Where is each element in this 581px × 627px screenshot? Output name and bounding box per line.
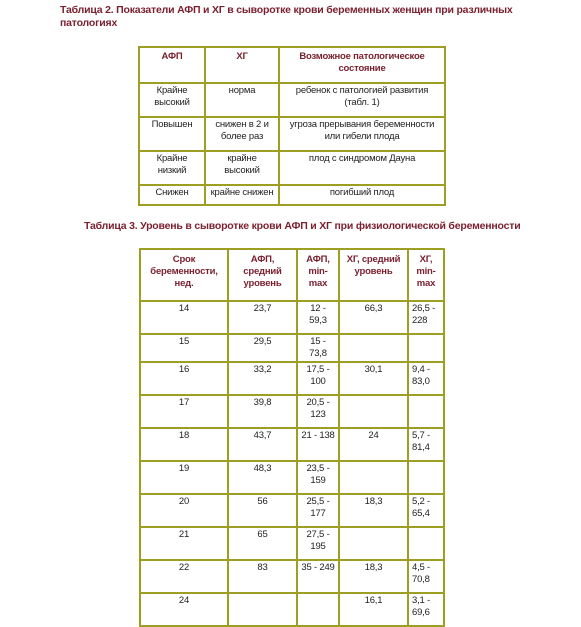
table-cell: 16 — [140, 362, 228, 395]
table-cell: снижен в 2 и более раз — [205, 117, 279, 151]
table-cell: 83 — [228, 560, 297, 593]
table-row — [140, 395, 444, 428]
table-cell: 22 — [140, 560, 228, 593]
table-cell: плод с синдромом Дауна — [279, 151, 445, 185]
table-row — [140, 494, 444, 527]
table-cell: Повышен — [139, 117, 205, 151]
table-cell: 25,5 - 177 — [297, 494, 339, 527]
table-cell: угроза прерывания беременности или гибели плода — [279, 117, 445, 151]
table-cell: 43,7 — [228, 428, 297, 461]
table-cell — [339, 334, 408, 362]
table-cell: 66,3 — [339, 301, 408, 334]
table-cell: 15 - 73,8 — [297, 334, 339, 362]
table-cell — [408, 334, 444, 362]
table-cell: 21 — [140, 527, 228, 560]
table-row — [140, 560, 444, 593]
table-cell — [339, 461, 408, 494]
table-cell: 20,5 - 123 — [297, 395, 339, 428]
table-cell — [339, 395, 408, 428]
table-cell: крайне высокий — [205, 151, 279, 185]
column-header-hg-range: ХГ, min-max — [408, 249, 444, 301]
table-cell: 56 — [228, 494, 297, 527]
table-cell: 16,1 — [339, 593, 408, 626]
table-cell: норма — [205, 83, 279, 117]
table-cell: 20 — [140, 494, 228, 527]
table-cell: Снижен — [139, 185, 205, 205]
column-header-condition: Возможное патологическое состояние — [279, 47, 445, 83]
column-header-hg: ХГ — [205, 47, 279, 83]
table-row — [140, 362, 444, 395]
table-cell: 39,8 — [228, 395, 297, 428]
table-cell: 35 - 249 — [297, 560, 339, 593]
table-cell — [408, 527, 444, 560]
column-header-afp-mean: АФП, средний уровень — [228, 249, 297, 301]
table-cell: 65 — [228, 527, 297, 560]
table-cell — [228, 593, 297, 626]
table-row — [140, 428, 444, 461]
table-cell: 15 — [140, 334, 228, 362]
table-cell: 26,5 - 228 — [408, 301, 444, 334]
table-row — [140, 461, 444, 494]
table2-caption: Таблица 2. Показатели АФП и ХГ в сыворотке крови беременных женщин при различных патологиях — [60, 4, 513, 29]
table-cell: 27,5 - 195 — [297, 527, 339, 560]
table-cell: ребенок с патологией развития (табл. 1) — [279, 83, 445, 117]
pathology-table — [138, 46, 446, 206]
table-cell: 14 — [140, 301, 228, 334]
column-header-afp: АФП — [139, 47, 205, 83]
table-cell: 18 — [140, 428, 228, 461]
table-cell: 21 - 138 — [297, 428, 339, 461]
table-cell: погибший плод — [279, 185, 445, 205]
table-row — [139, 151, 445, 185]
column-header-term: Срок беременности, нед. — [140, 249, 228, 301]
table-cell: 4,5 - 70,8 — [408, 560, 444, 593]
table-cell: 23,5 - 159 — [297, 461, 339, 494]
table-header-row — [139, 47, 445, 83]
table-cell: 17,5 - 100 — [297, 362, 339, 395]
table-cell: 12 - 59,3 — [297, 301, 339, 334]
table-cell: Крайне низкий — [139, 151, 205, 185]
pregnancy-levels-table — [139, 248, 445, 627]
table-cell — [297, 593, 339, 626]
table-cell: 23,7 — [228, 301, 297, 334]
table-cell: 24 — [140, 593, 228, 626]
table-cell: 5,2 - 65,4 — [408, 494, 444, 527]
table-row — [139, 117, 445, 151]
table-cell: 30,1 — [339, 362, 408, 395]
table-cell — [408, 461, 444, 494]
table-row — [140, 301, 444, 334]
table-cell: 5,7 - 81,4 — [408, 428, 444, 461]
table-cell: 29,5 — [228, 334, 297, 362]
table-cell: 18,3 — [339, 560, 408, 593]
table-row — [140, 527, 444, 560]
table-cell — [339, 527, 408, 560]
table-row — [140, 593, 444, 626]
column-header-hg-mean: ХГ, средний уровень — [339, 249, 408, 301]
table-cell: крайне снижен — [205, 185, 279, 205]
table-cell — [408, 395, 444, 428]
table-row — [139, 83, 445, 117]
table3-caption: Таблица 3. Уровень в сыворотке крови АФП и ХГ при физиологической беременности — [84, 220, 521, 232]
table-cell: Крайне высокий — [139, 83, 205, 117]
table-cell: 24 — [339, 428, 408, 461]
table-header-row — [140, 249, 444, 301]
table-row — [139, 185, 445, 205]
column-header-afp-range: АФП, min-max — [297, 249, 339, 301]
table-cell: 18,3 — [339, 494, 408, 527]
table-cell: 33,2 — [228, 362, 297, 395]
table-cell: 19 — [140, 461, 228, 494]
table-cell: 3,1 - 69,6 — [408, 593, 444, 626]
table-row — [140, 334, 444, 362]
table-cell: 9,4 - 83,0 — [408, 362, 444, 395]
table-cell: 48,3 — [228, 461, 297, 494]
table-cell: 17 — [140, 395, 228, 428]
